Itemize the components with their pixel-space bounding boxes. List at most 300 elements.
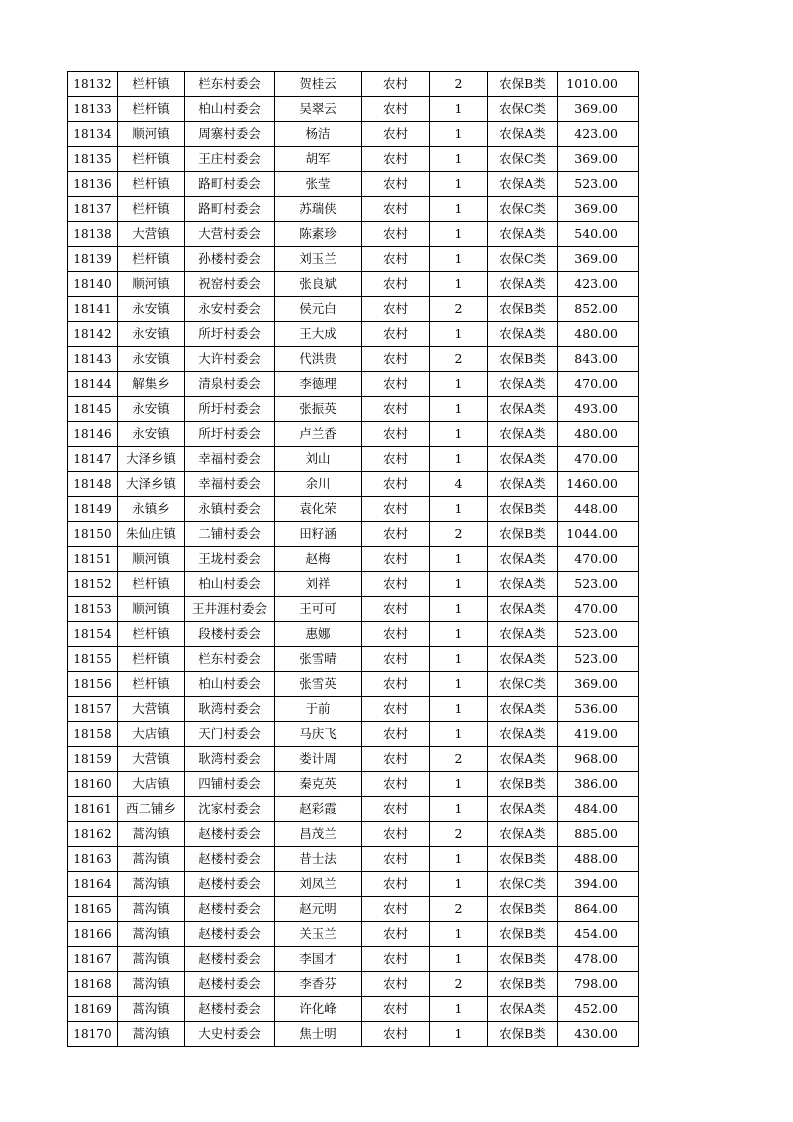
count-cell: 2 — [430, 972, 488, 997]
table-row — [68, 772, 639, 797]
village-cell: 永镇村委会 — [185, 497, 275, 522]
record-id-cell: 18170 — [68, 1022, 118, 1047]
town-cell: 栏杆镇 — [118, 147, 185, 172]
amount-cell: 480.00 — [558, 422, 639, 447]
area-type-cell: 农村 — [362, 822, 430, 847]
town-cell: 栏杆镇 — [118, 97, 185, 122]
record-id-cell: 18140 — [68, 272, 118, 297]
amount-cell: 369.00 — [558, 247, 639, 272]
amount-cell: 523.00 — [558, 572, 639, 597]
area-type-cell: 农村 — [362, 247, 430, 272]
insurance-class-cell: 农保A类 — [488, 797, 558, 822]
town-cell: 大营镇 — [118, 222, 185, 247]
insurance-class-cell: 农保A类 — [488, 447, 558, 472]
person-name-cell: 昔士法 — [275, 847, 362, 872]
village-cell: 赵楼村委会 — [185, 847, 275, 872]
record-id-cell: 18155 — [68, 647, 118, 672]
insurance-class-cell: 农保A类 — [488, 122, 558, 147]
record-id-cell: 18146 — [68, 422, 118, 447]
town-cell: 栏杆镇 — [118, 72, 185, 97]
insurance-class-cell: 农保C类 — [488, 672, 558, 697]
person-name-cell: 王大成 — [275, 322, 362, 347]
insurance-class-cell: 农保A类 — [488, 372, 558, 397]
person-name-cell: 刘玉兰 — [275, 247, 362, 272]
town-cell: 栏杆镇 — [118, 647, 185, 672]
record-id-cell: 18152 — [68, 572, 118, 597]
town-cell: 栏杆镇 — [118, 172, 185, 197]
count-cell: 1 — [430, 997, 488, 1022]
person-name-cell: 王可可 — [275, 597, 362, 622]
table-row — [68, 872, 639, 897]
person-name-cell: 胡军 — [275, 147, 362, 172]
village-cell: 所圩村委会 — [185, 322, 275, 347]
area-type-cell: 农村 — [362, 122, 430, 147]
person-name-cell: 侯元白 — [275, 297, 362, 322]
count-cell: 1 — [430, 147, 488, 172]
insurance-class-cell: 农保A类 — [488, 822, 558, 847]
count-cell: 2 — [430, 72, 488, 97]
table-row — [68, 647, 639, 672]
amount-cell: 470.00 — [558, 597, 639, 622]
amount-cell: 480.00 — [558, 322, 639, 347]
village-cell: 栏东村委会 — [185, 647, 275, 672]
village-cell: 周寨村委会 — [185, 122, 275, 147]
table-row — [68, 822, 639, 847]
amount-cell: 1044.00 — [558, 522, 639, 547]
person-name-cell: 卢兰香 — [275, 422, 362, 447]
record-id-cell: 18165 — [68, 897, 118, 922]
table-row — [68, 172, 639, 197]
town-cell: 顺河镇 — [118, 272, 185, 297]
village-cell: 四铺村委会 — [185, 772, 275, 797]
person-name-cell: 苏瑞侠 — [275, 197, 362, 222]
amount-cell: 864.00 — [558, 897, 639, 922]
amount-cell: 523.00 — [558, 647, 639, 672]
count-cell: 1 — [430, 322, 488, 347]
area-type-cell: 农村 — [362, 897, 430, 922]
record-id-cell: 18138 — [68, 222, 118, 247]
table-row — [68, 622, 639, 647]
insurance-class-cell: 农保B类 — [488, 847, 558, 872]
person-name-cell: 李德理 — [275, 372, 362, 397]
count-cell: 1 — [430, 672, 488, 697]
table-row — [68, 447, 639, 472]
village-cell: 所圩村委会 — [185, 397, 275, 422]
area-type-cell: 农村 — [362, 272, 430, 297]
table-row — [68, 722, 639, 747]
village-cell: 二铺村委会 — [185, 522, 275, 547]
count-cell: 1 — [430, 497, 488, 522]
town-cell: 大泽乡镇 — [118, 472, 185, 497]
count-cell: 1 — [430, 372, 488, 397]
village-cell: 王井涯村委会 — [185, 597, 275, 622]
record-id-cell: 18136 — [68, 172, 118, 197]
table-row — [68, 372, 639, 397]
insurance-class-cell: 农保A类 — [488, 597, 558, 622]
area-type-cell: 农村 — [362, 872, 430, 897]
village-cell: 王垅村委会 — [185, 547, 275, 572]
record-id-cell: 18156 — [68, 672, 118, 697]
area-type-cell: 农村 — [362, 97, 430, 122]
table-row — [68, 197, 639, 222]
count-cell: 1 — [430, 222, 488, 247]
table-row — [68, 972, 639, 997]
town-cell: 大泽乡镇 — [118, 447, 185, 472]
amount-cell: 885.00 — [558, 822, 639, 847]
person-name-cell: 李国才 — [275, 947, 362, 972]
person-name-cell: 秦克英 — [275, 772, 362, 797]
amount-cell: 536.00 — [558, 697, 639, 722]
area-type-cell: 农村 — [362, 722, 430, 747]
amount-cell: 369.00 — [558, 197, 639, 222]
record-id-cell: 18153 — [68, 597, 118, 622]
town-cell: 永镇乡 — [118, 497, 185, 522]
town-cell: 大店镇 — [118, 772, 185, 797]
record-id-cell: 18163 — [68, 847, 118, 872]
person-name-cell: 袁化荣 — [275, 497, 362, 522]
amount-cell: 798.00 — [558, 972, 639, 997]
record-id-cell: 18158 — [68, 722, 118, 747]
area-type-cell: 农村 — [362, 972, 430, 997]
person-name-cell: 赵梅 — [275, 547, 362, 572]
insurance-class-cell: 农保A类 — [488, 322, 558, 347]
count-cell: 1 — [430, 397, 488, 422]
area-type-cell: 农村 — [362, 1022, 430, 1047]
area-type-cell: 农村 — [362, 472, 430, 497]
area-type-cell: 农村 — [362, 447, 430, 472]
person-name-cell: 张雪晴 — [275, 647, 362, 672]
town-cell: 朱仙庄镇 — [118, 522, 185, 547]
town-cell: 顺河镇 — [118, 597, 185, 622]
town-cell: 永安镇 — [118, 422, 185, 447]
count-cell: 1 — [430, 647, 488, 672]
village-cell: 祝窑村委会 — [185, 272, 275, 297]
town-cell: 顺河镇 — [118, 122, 185, 147]
count-cell: 1 — [430, 872, 488, 897]
record-id-cell: 18154 — [68, 622, 118, 647]
amount-cell: 419.00 — [558, 722, 639, 747]
table-row — [68, 72, 639, 97]
count-cell: 1 — [430, 422, 488, 447]
village-cell: 所圩村委会 — [185, 422, 275, 447]
person-name-cell: 关玉兰 — [275, 922, 362, 947]
records-body — [68, 72, 639, 1047]
area-type-cell: 农村 — [362, 297, 430, 322]
count-cell: 1 — [430, 922, 488, 947]
insurance-class-cell: 农保A类 — [488, 422, 558, 447]
area-type-cell: 农村 — [362, 422, 430, 447]
table-row — [68, 897, 639, 922]
count-cell: 4 — [430, 472, 488, 497]
town-cell: 解集乡 — [118, 372, 185, 397]
count-cell: 1 — [430, 247, 488, 272]
record-id-cell: 18134 — [68, 122, 118, 147]
area-type-cell: 农村 — [362, 322, 430, 347]
insurance-class-cell: 农保A类 — [488, 272, 558, 297]
town-cell: 永安镇 — [118, 297, 185, 322]
insurance-class-cell: 农保B类 — [488, 347, 558, 372]
person-name-cell: 张良斌 — [275, 272, 362, 297]
record-id-cell: 18161 — [68, 797, 118, 822]
record-id-cell: 18159 — [68, 747, 118, 772]
person-name-cell: 刘祥 — [275, 572, 362, 597]
amount-cell: 523.00 — [558, 172, 639, 197]
amount-cell: 394.00 — [558, 872, 639, 897]
area-type-cell: 农村 — [362, 197, 430, 222]
table-row — [68, 97, 639, 122]
record-id-cell: 18164 — [68, 872, 118, 897]
insurance-class-cell: 农保A类 — [488, 172, 558, 197]
insurance-class-cell: 农保C类 — [488, 197, 558, 222]
area-type-cell: 农村 — [362, 222, 430, 247]
village-cell: 赵楼村委会 — [185, 872, 275, 897]
town-cell: 蒿沟镇 — [118, 972, 185, 997]
village-cell: 赵楼村委会 — [185, 997, 275, 1022]
town-cell: 大店镇 — [118, 722, 185, 747]
record-id-cell: 18133 — [68, 97, 118, 122]
person-name-cell: 代洪贵 — [275, 347, 362, 372]
amount-cell: 470.00 — [558, 372, 639, 397]
record-id-cell: 18168 — [68, 972, 118, 997]
area-type-cell: 农村 — [362, 847, 430, 872]
record-id-cell: 18141 — [68, 297, 118, 322]
insurance-class-cell: 农保B类 — [488, 972, 558, 997]
amount-cell: 540.00 — [558, 222, 639, 247]
area-type-cell: 农村 — [362, 147, 430, 172]
table-row — [68, 922, 639, 947]
person-name-cell: 贺桂云 — [275, 72, 362, 97]
count-cell: 1 — [430, 172, 488, 197]
count-cell: 1 — [430, 97, 488, 122]
town-cell: 栏杆镇 — [118, 622, 185, 647]
insurance-class-cell: 农保B类 — [488, 522, 558, 547]
record-id-cell: 18144 — [68, 372, 118, 397]
record-id-cell: 18157 — [68, 697, 118, 722]
insurance-class-cell: 农保A类 — [488, 647, 558, 672]
village-cell: 路町村委会 — [185, 197, 275, 222]
amount-cell: 470.00 — [558, 547, 639, 572]
record-id-cell: 18143 — [68, 347, 118, 372]
count-cell: 1 — [430, 847, 488, 872]
amount-cell: 968.00 — [558, 747, 639, 772]
table-row — [68, 422, 639, 447]
record-id-cell: 18162 — [68, 822, 118, 847]
record-id-cell: 18145 — [68, 397, 118, 422]
table-row — [68, 572, 639, 597]
amount-cell: 423.00 — [558, 122, 639, 147]
area-type-cell: 农村 — [362, 747, 430, 772]
table-row — [68, 272, 639, 297]
table-row — [68, 347, 639, 372]
count-cell: 2 — [430, 522, 488, 547]
village-cell: 赵楼村委会 — [185, 947, 275, 972]
table-row — [68, 147, 639, 172]
insurance-class-cell: 农保C类 — [488, 147, 558, 172]
person-name-cell: 赵彩霞 — [275, 797, 362, 822]
record-id-cell: 18167 — [68, 947, 118, 972]
insurance-class-cell: 农保B类 — [488, 72, 558, 97]
village-cell: 柏山村委会 — [185, 672, 275, 697]
records-table — [67, 71, 639, 1047]
record-id-cell: 18160 — [68, 772, 118, 797]
count-cell: 2 — [430, 747, 488, 772]
area-type-cell: 农村 — [362, 797, 430, 822]
insurance-class-cell: 农保C类 — [488, 247, 558, 272]
area-type-cell: 农村 — [362, 497, 430, 522]
village-cell: 王庄村委会 — [185, 147, 275, 172]
area-type-cell: 农村 — [362, 622, 430, 647]
count-cell: 1 — [430, 622, 488, 647]
amount-cell: 470.00 — [558, 447, 639, 472]
amount-cell: 843.00 — [558, 347, 639, 372]
insurance-class-cell: 农保A类 — [488, 397, 558, 422]
table-row — [68, 297, 639, 322]
table-row — [68, 247, 639, 272]
town-cell: 栏杆镇 — [118, 197, 185, 222]
count-cell: 1 — [430, 572, 488, 597]
insurance-class-cell: 农保A类 — [488, 572, 558, 597]
table-row — [68, 122, 639, 147]
count-cell: 1 — [430, 772, 488, 797]
village-cell: 幸福村委会 — [185, 447, 275, 472]
town-cell: 蒿沟镇 — [118, 872, 185, 897]
table-row — [68, 847, 639, 872]
table-row — [68, 1022, 639, 1047]
area-type-cell: 农村 — [362, 997, 430, 1022]
count-cell: 1 — [430, 547, 488, 572]
village-cell: 永安村委会 — [185, 297, 275, 322]
insurance-class-cell: 农保A类 — [488, 997, 558, 1022]
town-cell: 永安镇 — [118, 397, 185, 422]
town-cell: 栏杆镇 — [118, 672, 185, 697]
record-id-cell: 18148 — [68, 472, 118, 497]
town-cell: 顺河镇 — [118, 547, 185, 572]
insurance-class-cell: 农保A类 — [488, 697, 558, 722]
insurance-class-cell: 农保B类 — [488, 1022, 558, 1047]
area-type-cell: 农村 — [362, 672, 430, 697]
amount-cell: 852.00 — [558, 297, 639, 322]
count-cell: 2 — [430, 347, 488, 372]
count-cell: 2 — [430, 897, 488, 922]
area-type-cell: 农村 — [362, 597, 430, 622]
amount-cell: 369.00 — [558, 147, 639, 172]
village-cell: 赵楼村委会 — [185, 922, 275, 947]
count-cell: 1 — [430, 697, 488, 722]
insurance-class-cell: 农保A类 — [488, 747, 558, 772]
town-cell: 蒿沟镇 — [118, 822, 185, 847]
village-cell: 天门村委会 — [185, 722, 275, 747]
amount-cell: 448.00 — [558, 497, 639, 522]
record-id-cell: 18139 — [68, 247, 118, 272]
count-cell: 1 — [430, 797, 488, 822]
insurance-class-cell: 农保B类 — [488, 772, 558, 797]
record-id-cell: 18135 — [68, 147, 118, 172]
amount-cell: 369.00 — [558, 672, 639, 697]
insurance-class-cell: 农保C类 — [488, 872, 558, 897]
town-cell: 永安镇 — [118, 322, 185, 347]
insurance-class-cell: 农保A类 — [488, 222, 558, 247]
village-cell: 栏东村委会 — [185, 72, 275, 97]
insurance-class-cell: 农保C类 — [488, 97, 558, 122]
table-row — [68, 797, 639, 822]
record-id-cell: 18166 — [68, 922, 118, 947]
person-name-cell: 张雪英 — [275, 672, 362, 697]
person-name-cell: 刘山 — [275, 447, 362, 472]
amount-cell: 493.00 — [558, 397, 639, 422]
village-cell: 沈家村委会 — [185, 797, 275, 822]
amount-cell: 478.00 — [558, 947, 639, 972]
person-name-cell: 张莹 — [275, 172, 362, 197]
insurance-class-cell: 农保B类 — [488, 497, 558, 522]
town-cell: 栏杆镇 — [118, 247, 185, 272]
record-id-cell: 18150 — [68, 522, 118, 547]
area-type-cell: 农村 — [362, 772, 430, 797]
town-cell: 栏杆镇 — [118, 572, 185, 597]
record-id-cell: 18149 — [68, 497, 118, 522]
person-name-cell: 惠娜 — [275, 622, 362, 647]
village-cell: 大许村委会 — [185, 347, 275, 372]
table-row — [68, 547, 639, 572]
record-id-cell: 18137 — [68, 197, 118, 222]
table-row — [68, 322, 639, 347]
area-type-cell: 农村 — [362, 697, 430, 722]
amount-cell: 386.00 — [558, 772, 639, 797]
table-row — [68, 697, 639, 722]
table-row — [68, 472, 639, 497]
amount-cell: 484.00 — [558, 797, 639, 822]
person-name-cell: 田籽涵 — [275, 522, 362, 547]
table-row — [68, 497, 639, 522]
area-type-cell: 农村 — [362, 172, 430, 197]
amount-cell: 454.00 — [558, 922, 639, 947]
amount-cell: 1010.00 — [558, 72, 639, 97]
person-name-cell: 杨洁 — [275, 122, 362, 147]
town-cell: 蒿沟镇 — [118, 947, 185, 972]
village-cell: 大史村委会 — [185, 1022, 275, 1047]
village-cell: 耿湾村委会 — [185, 697, 275, 722]
record-id-cell: 18147 — [68, 447, 118, 472]
village-cell: 路町村委会 — [185, 172, 275, 197]
person-name-cell: 焦士明 — [275, 1022, 362, 1047]
count-cell: 1 — [430, 1022, 488, 1047]
insurance-class-cell: 农保B类 — [488, 897, 558, 922]
area-type-cell: 农村 — [362, 572, 430, 597]
town-cell: 大营镇 — [118, 747, 185, 772]
amount-cell: 1460.00 — [558, 472, 639, 497]
amount-cell: 488.00 — [558, 847, 639, 872]
count-cell: 2 — [430, 297, 488, 322]
record-id-cell: 18151 — [68, 547, 118, 572]
area-type-cell: 农村 — [362, 922, 430, 947]
insurance-class-cell: 农保A类 — [488, 722, 558, 747]
table-row — [68, 397, 639, 422]
table-row — [68, 747, 639, 772]
town-cell: 蒿沟镇 — [118, 897, 185, 922]
area-type-cell: 农村 — [362, 947, 430, 972]
person-name-cell: 于前 — [275, 697, 362, 722]
area-type-cell: 农村 — [362, 547, 430, 572]
count-cell: 1 — [430, 722, 488, 747]
amount-cell: 430.00 — [558, 1022, 639, 1047]
table-row — [68, 997, 639, 1022]
person-name-cell: 马庆飞 — [275, 722, 362, 747]
count-cell: 1 — [430, 447, 488, 472]
table-row — [68, 222, 639, 247]
person-name-cell: 李香芬 — [275, 972, 362, 997]
person-name-cell: 昌茂兰 — [275, 822, 362, 847]
insurance-class-cell: 农保A类 — [488, 622, 558, 647]
table-row — [68, 522, 639, 547]
